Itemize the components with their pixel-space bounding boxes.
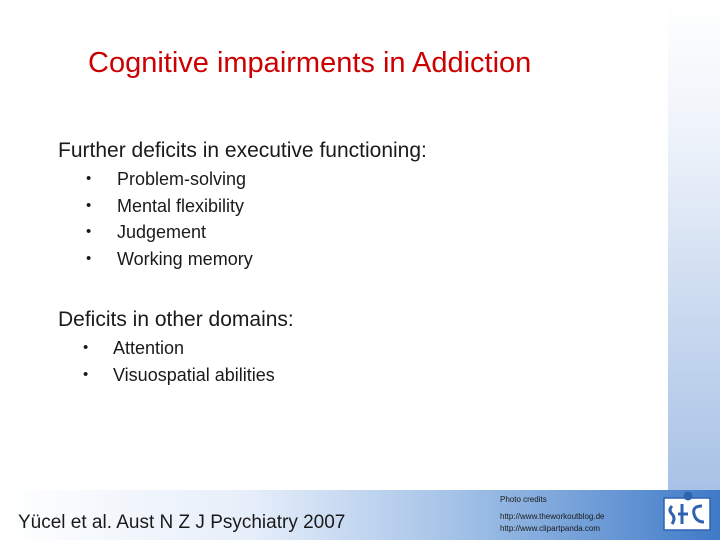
section-heading-executive: Further deficits in executive functioning: [58,139,427,162]
section-heading-other-domains: Deficits in other domains: [58,308,294,331]
list-item: • Working memory [86,246,253,273]
executive-deficits-list [86,166,253,272]
bullet-icon: • [86,249,92,267]
bullet-icon: • [83,365,89,383]
slide-title: Cognitive impairments in Addiction [88,47,532,79]
list-item: • Attention [83,335,275,362]
bullet-icon: • [86,223,92,240]
list-item: • Problem-solving [86,166,253,193]
other-deficits-list [83,335,275,388]
list-item: • Judgement [86,219,253,246]
bullet-icon: • [86,170,92,187]
list-item: • Mental flexibility [86,193,253,220]
bullet-icon: • [83,339,89,356]
bullet-icon: • [86,196,92,214]
institution-logo-icon [662,490,714,534]
citation: Yücel et al. Aust N Z J Psychiatry 2007 [18,512,346,533]
photo-credits-label: Photo credits [500,495,547,504]
photo-credits [500,494,605,535]
side-gradient-bar [668,0,720,540]
list-item: • Visuospatial abilities [83,362,275,389]
credit-url: http://www.theworkoutblog.de [500,512,605,521]
credit-url: http://www.clipartpanda.com [500,524,601,533]
